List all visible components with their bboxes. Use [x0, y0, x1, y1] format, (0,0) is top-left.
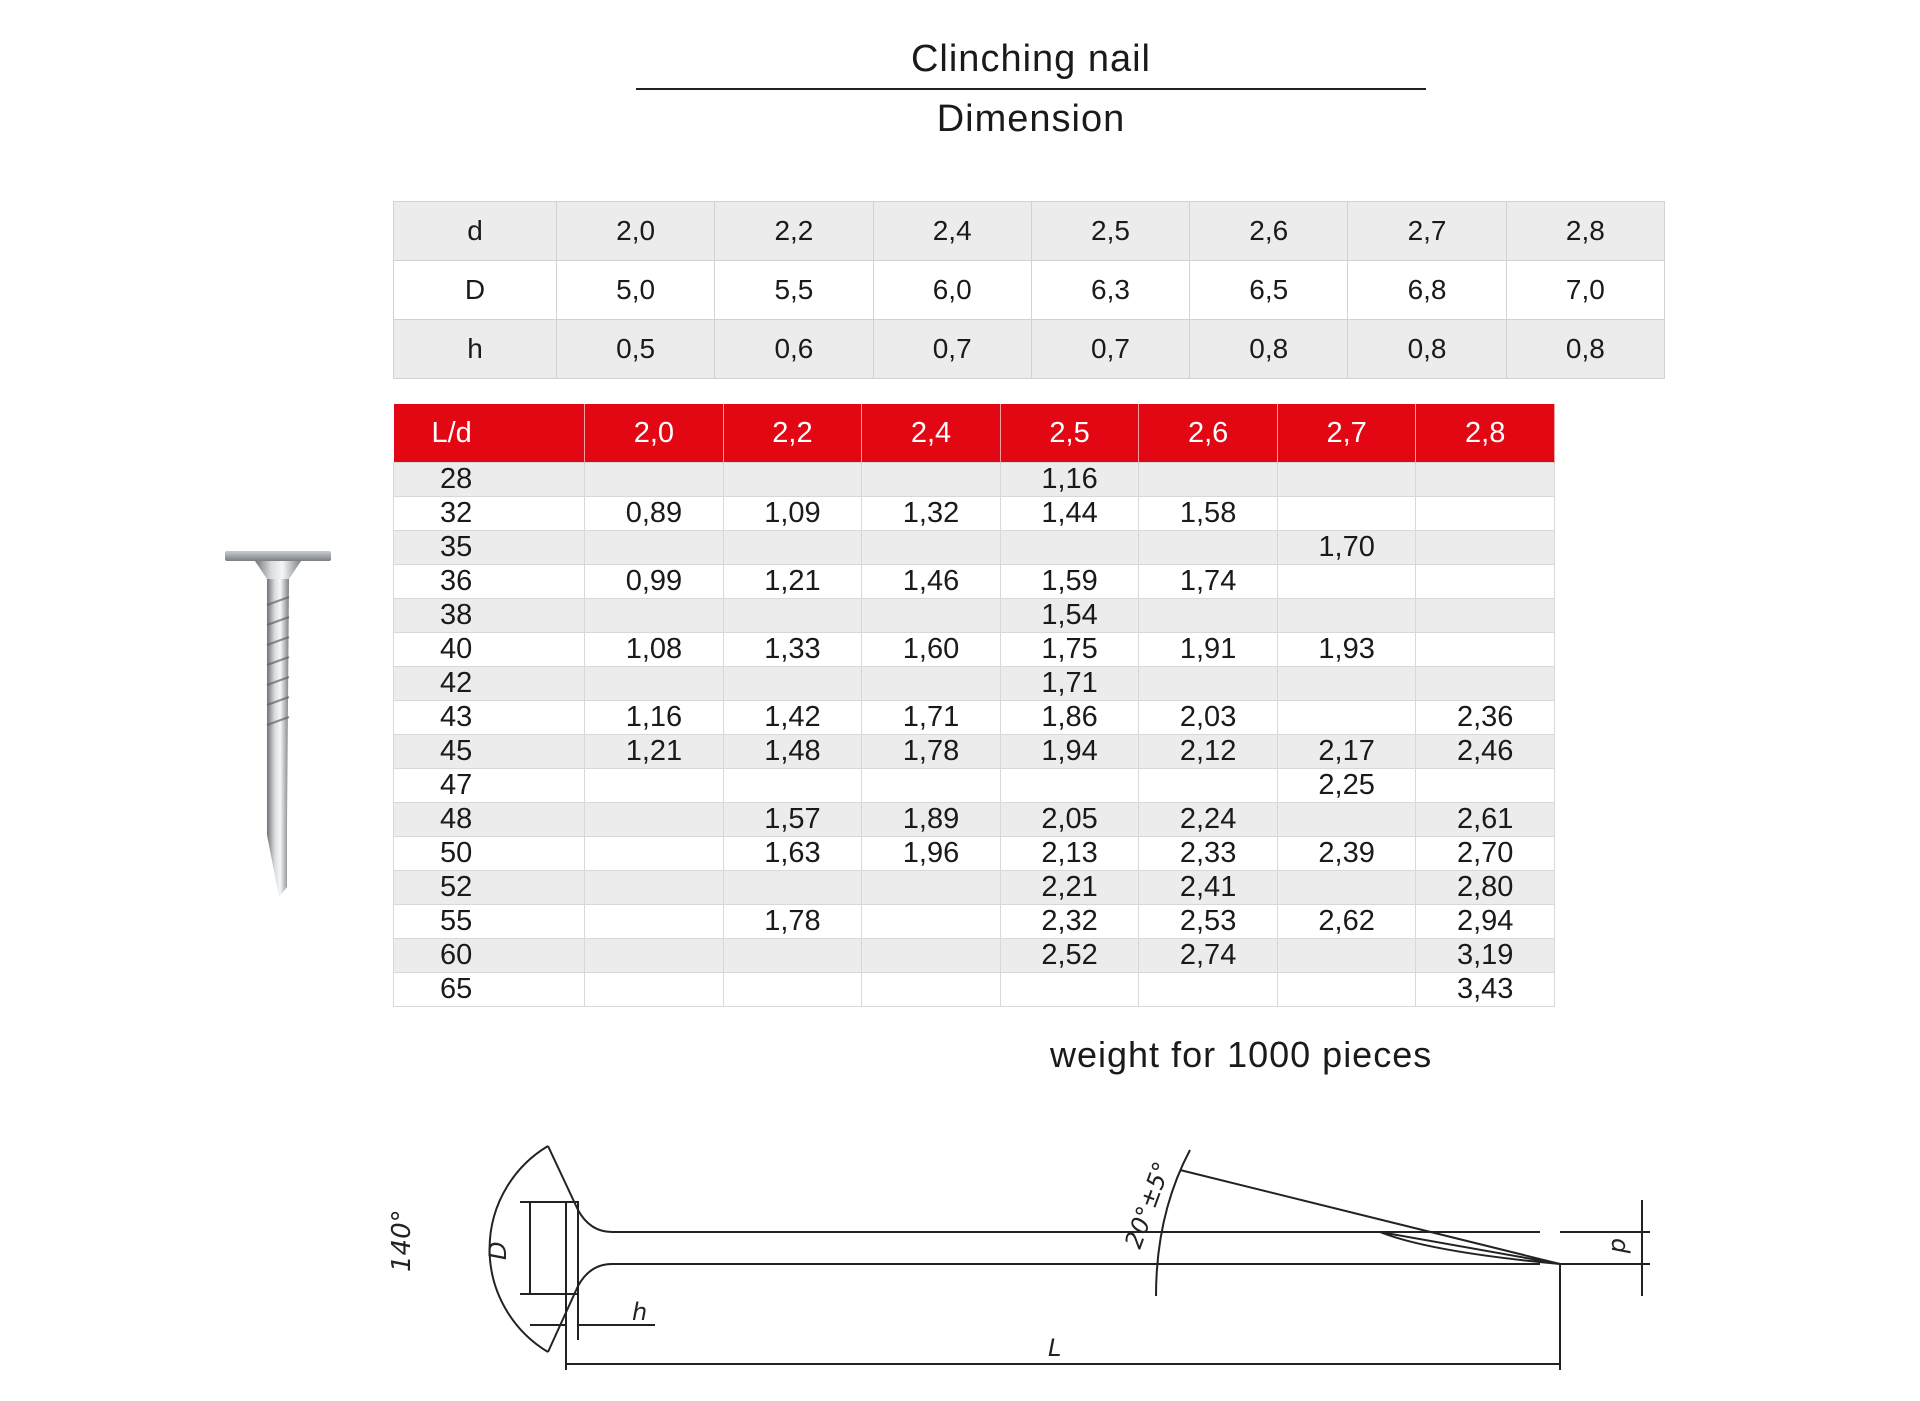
weight-cell: 1,75 — [1000, 633, 1139, 667]
weight-cell: 1,08 — [585, 633, 724, 667]
weight-cell — [862, 599, 1001, 633]
label-h: h — [632, 1298, 648, 1326]
length-cell: 35 — [394, 531, 585, 565]
weight-cell: 2,17 — [1277, 735, 1416, 769]
length-cell: 40 — [394, 633, 585, 667]
weight-cell — [1139, 667, 1278, 701]
table-row — [394, 463, 1555, 497]
weight-cell — [1416, 463, 1555, 497]
weight-cell: 3,43 — [1416, 973, 1555, 1007]
weight-cell — [862, 531, 1001, 565]
weight-cell — [585, 905, 724, 939]
length-cell: 48 — [394, 803, 585, 837]
column-header-d: 2,2 — [723, 404, 862, 463]
weight-cell — [1277, 871, 1416, 905]
dimension-row-label: h — [394, 320, 557, 379]
length-cell: 52 — [394, 871, 585, 905]
weight-cell — [585, 973, 724, 1007]
weight-cell: 1,44 — [1000, 497, 1139, 531]
weight-cell — [723, 769, 862, 803]
dimension-cell: 2,8 — [1506, 202, 1664, 261]
weight-cell — [1277, 463, 1416, 497]
weight-cell: 2,05 — [1000, 803, 1139, 837]
drawing-L-dimension — [566, 1264, 1560, 1370]
weight-cell — [723, 463, 862, 497]
dimension-cell: 2,5 — [1031, 202, 1189, 261]
table-row — [394, 837, 1555, 871]
weight-cell — [585, 463, 724, 497]
weight-cell: 1,86 — [1000, 701, 1139, 735]
dimension-cell: 0,8 — [1348, 320, 1506, 379]
dimension-cell: 2,7 — [1348, 202, 1506, 261]
weight-cell — [1277, 565, 1416, 599]
label-d: d — [1606, 1238, 1634, 1254]
weight-cell — [862, 973, 1001, 1007]
weight-table-header — [394, 404, 1555, 463]
dimension-cell: 0,5 — [557, 320, 715, 379]
document-title: Clinching nail — [910, 38, 1151, 80]
dimension-cell: 2,6 — [1190, 202, 1348, 261]
weight-cell: 1,78 — [723, 905, 862, 939]
weight-cell: 1,78 — [862, 735, 1001, 769]
weight-caption: weight for 1000 pieces — [1050, 1034, 1433, 1075]
weight-cell — [1139, 769, 1278, 803]
column-header-d: 2,0 — [585, 404, 724, 463]
weight-cell — [723, 939, 862, 973]
weight-cell: 2,52 — [1000, 939, 1139, 973]
table-row — [394, 667, 1555, 701]
weight-cell: 1,74 — [1139, 565, 1278, 599]
weight-cell — [723, 599, 862, 633]
weight-cell: 2,80 — [1416, 871, 1555, 905]
table-row — [394, 599, 1555, 633]
dimension-cell: 6,5 — [1190, 261, 1348, 320]
weight-cell: 1,71 — [862, 701, 1001, 735]
dimension-cell: 2,2 — [715, 202, 873, 261]
weight-cell: 1,57 — [723, 803, 862, 837]
weight-cell — [585, 837, 724, 871]
dimension-cell: 7,0 — [1506, 261, 1664, 320]
document-subtitle: Dimension — [936, 98, 1126, 140]
weight-cell: 3,19 — [1416, 939, 1555, 973]
weight-cell: 1,16 — [585, 701, 724, 735]
weight-cell — [862, 905, 1001, 939]
weight-cell — [862, 939, 1001, 973]
weight-cell — [1416, 769, 1555, 803]
weight-cell: 2,21 — [1000, 871, 1139, 905]
nail-icon — [205, 535, 340, 915]
weight-cell — [1139, 973, 1278, 1007]
weight-cell: 1,91 — [1139, 633, 1278, 667]
length-cell: 38 — [394, 599, 585, 633]
weight-cell: 2,24 — [1139, 803, 1278, 837]
dimension-cell: 5,5 — [715, 261, 873, 320]
weight-cell — [1277, 803, 1416, 837]
length-cell: 36 — [394, 565, 585, 599]
weight-cell — [723, 871, 862, 905]
weight-cell: 1,54 — [1000, 599, 1139, 633]
weight-cell: 1,46 — [862, 565, 1001, 599]
table-row — [394, 531, 1555, 565]
weight-cell: 2,61 — [1416, 803, 1555, 837]
weight-cell: 2,74 — [1139, 939, 1278, 973]
column-header-d: 2,7 — [1277, 404, 1416, 463]
weight-cell: 1,71 — [1000, 667, 1139, 701]
nail-technical-drawing — [380, 1120, 1680, 1380]
weight-cell — [585, 667, 724, 701]
drawing-neck-outline — [578, 1210, 1540, 1286]
length-cell: 43 — [394, 701, 585, 735]
weight-cell — [1416, 667, 1555, 701]
weight-cell: 1,96 — [862, 837, 1001, 871]
weight-cell: 1,89 — [862, 803, 1001, 837]
column-header-d: 2,5 — [1000, 404, 1139, 463]
weight-cell — [585, 769, 724, 803]
weight-cell — [585, 531, 724, 565]
length-cell: 50 — [394, 837, 585, 871]
table-row — [394, 701, 1555, 735]
table-row — [394, 803, 1555, 837]
table-row — [394, 939, 1555, 973]
weight-cell: 2,36 — [1416, 701, 1555, 735]
weight-cell — [1000, 973, 1139, 1007]
column-header-d: 2,6 — [1139, 404, 1278, 463]
weight-cell — [585, 803, 724, 837]
weight-cell: 1,70 — [1277, 531, 1416, 565]
weight-cell — [1416, 633, 1555, 667]
drawing-d-dimension — [1560, 1200, 1650, 1296]
weight-cell: 2,32 — [1000, 905, 1139, 939]
weight-cell — [1416, 531, 1555, 565]
weight-cell — [862, 871, 1001, 905]
weight-cell: 0,99 — [585, 565, 724, 599]
table-row — [394, 565, 1555, 599]
weight-cell — [585, 871, 724, 905]
drawing-head-outline — [566, 1202, 578, 1294]
label-L: L — [1048, 1334, 1062, 1362]
weight-cell — [1277, 497, 1416, 531]
weight-cell — [862, 769, 1001, 803]
weight-cell: 1,58 — [1139, 497, 1278, 531]
title-rule — [636, 88, 1426, 90]
weight-cell — [1277, 667, 1416, 701]
weight-cell: 2,33 — [1139, 837, 1278, 871]
drawing-D-dimension — [520, 1202, 566, 1294]
weight-cell: 2,70 — [1416, 837, 1555, 871]
length-cell: 47 — [394, 769, 585, 803]
weight-cell: 1,93 — [1277, 633, 1416, 667]
dimension-row-label: d — [394, 202, 557, 261]
length-cell: 32 — [394, 497, 585, 531]
weight-cell: 1,09 — [723, 497, 862, 531]
dimension-cell: 0,8 — [1190, 320, 1348, 379]
weight-cell: 1,60 — [862, 633, 1001, 667]
weight-cell: 1,42 — [723, 701, 862, 735]
weight-cell: 2,46 — [1416, 735, 1555, 769]
dimension-cell: 0,6 — [715, 320, 873, 379]
table-row — [394, 769, 1555, 803]
dimension-cell: 2,0 — [557, 202, 715, 261]
weight-cell: 1,48 — [723, 735, 862, 769]
weight-cell: 2,39 — [1277, 837, 1416, 871]
column-header-d: 2,8 — [1416, 404, 1555, 463]
weight-cell — [1139, 531, 1278, 565]
weight-cell — [862, 667, 1001, 701]
weight-cell: 0,89 — [585, 497, 724, 531]
weight-cell: 2,41 — [1139, 871, 1278, 905]
weight-cell — [1277, 599, 1416, 633]
label-tip-angle: 20°±5° — [1119, 1157, 1177, 1253]
length-cell: 28 — [394, 463, 585, 497]
length-cell: 65 — [394, 973, 585, 1007]
table-row — [394, 633, 1555, 667]
weight-cell — [1000, 531, 1139, 565]
weight-cell — [585, 599, 724, 633]
weight-cell: 2,53 — [1139, 905, 1278, 939]
weight-cell — [1139, 599, 1278, 633]
corner-header: L/d — [394, 404, 585, 463]
weight-cell: 2,25 — [1277, 769, 1416, 803]
weight-cell — [1416, 599, 1555, 633]
weight-cell: 1,59 — [1000, 565, 1139, 599]
weight-cell: 1,21 — [585, 735, 724, 769]
weight-cell: 1,33 — [723, 633, 862, 667]
weight-cell — [1000, 769, 1139, 803]
dimension-row-label: D — [394, 261, 557, 320]
drawing-tip-outline — [1380, 1232, 1560, 1264]
weight-cell — [585, 939, 724, 973]
weight-cell: 1,32 — [862, 497, 1001, 531]
dimension-table — [393, 201, 1665, 379]
length-cell: 45 — [394, 735, 585, 769]
dimension-cell: 0,7 — [1031, 320, 1189, 379]
table-row — [394, 497, 1555, 531]
label-head-angle: 140° — [387, 1209, 417, 1272]
length-cell: 60 — [394, 939, 585, 973]
nail-neck-shape — [255, 561, 301, 579]
weight-cell — [723, 973, 862, 1007]
dimension-row-D — [394, 261, 1665, 320]
nail-shank-shape — [267, 579, 289, 897]
weight-cell: 1,21 — [723, 565, 862, 599]
dimension-cell: 0,8 — [1506, 320, 1664, 379]
dimension-cell: 0,7 — [873, 320, 1031, 379]
weight-cell — [1277, 973, 1416, 1007]
length-cell: 55 — [394, 905, 585, 939]
table-row — [394, 905, 1555, 939]
dimension-cell: 5,0 — [557, 261, 715, 320]
weight-cell: 1,16 — [1000, 463, 1139, 497]
weight-cell: 2,03 — [1139, 701, 1278, 735]
weight-cell: 2,12 — [1139, 735, 1278, 769]
weight-cell: 1,94 — [1000, 735, 1139, 769]
weight-cell — [723, 531, 862, 565]
weight-cell — [862, 463, 1001, 497]
weight-cell: 2,13 — [1000, 837, 1139, 871]
column-header-d: 2,4 — [862, 404, 1001, 463]
length-cell: 42 — [394, 667, 585, 701]
dimension-cell: 2,4 — [873, 202, 1031, 261]
weight-table — [393, 404, 1555, 1007]
dimension-cell: 6,0 — [873, 261, 1031, 320]
dimension-row-h — [394, 320, 1665, 379]
table-row — [394, 871, 1555, 905]
weight-cell: 2,94 — [1416, 905, 1555, 939]
dimension-cell: 6,3 — [1031, 261, 1189, 320]
weight-cell — [1277, 939, 1416, 973]
table-row — [394, 973, 1555, 1007]
table-row — [394, 735, 1555, 769]
weight-cell — [1139, 463, 1278, 497]
label-D: D — [484, 1241, 512, 1260]
weight-cell — [723, 667, 862, 701]
weight-cell — [1416, 497, 1555, 531]
weight-cell — [1277, 701, 1416, 735]
dimension-row-d — [394, 202, 1665, 261]
weight-cell: 1,63 — [723, 837, 862, 871]
nail-head-shape — [225, 551, 331, 561]
dimension-cell: 6,8 — [1348, 261, 1506, 320]
weight-cell: 2,62 — [1277, 905, 1416, 939]
weight-cell — [1416, 565, 1555, 599]
